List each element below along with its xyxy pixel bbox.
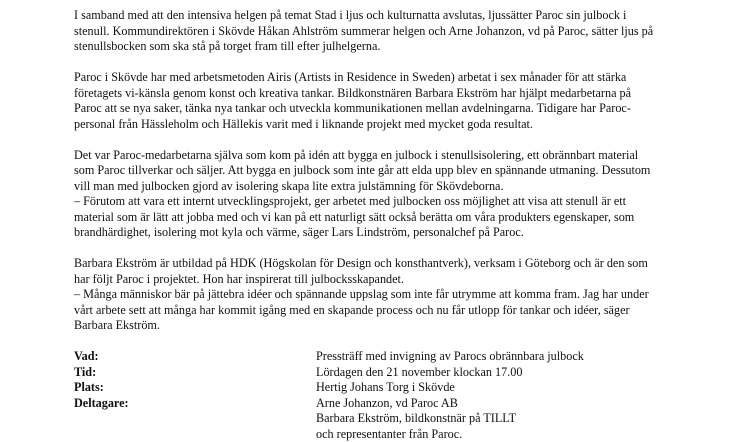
press-release — [74, 8, 674, 442]
paragraph-barbara: Barbara Ekström är utbildad på HDK (Högskolan för Design och konsthantverk), verksam i Göteborg och är den som har följt Paroc i projektet. Hon har inspirerat till julbocksskapandet. – Många människor bär på jättebra idéer och spännande uppslag som inte får utrymme att komma fram. Jag har under vårt arbete sett att många har kommit igång med en skapande process och nu får utlopp för tankar och idéer, säger Barbara Ekström. — [74, 256, 674, 334]
paragraph-idea: Det var Paroc-medarbetarna själva som kom på idén att bygga en julbock i stenullsisolering, ett obrännbart material som Paroc tillverkar och säljer. Att bygga en julbock som inte går att elda upp blev en spännande utmaning. Dessutom vill man med julbocken gjord av isolering skapa lite extra julstämning för Skövdeborna. – Förutom att vara ett internt utvecklingsprojekt, ger arbetet med julbocken oss möjlighet att visa att stenull är ett material som är lätt att jobba med och vi kan på ett naturligt sätt också berätta om våra produkters egenskaper, som brandhärdighet, isolering mot kyla och värme, säger Lars Lindström, personalchef på Paroc. — [74, 148, 674, 241]
paragraph-airis: Paroc i Skövde har med arbetsmetoden Airis (Artists in Residence in Sweden) arbetat i sex månader för att stärka företagets vi-känsla genom konst och kreativa tankar. Bildkonstnären Barbara Ekström har hjälpt medarbetarna på Paroc att se nya saker, tänka nya tankar och utveckla kommunikationen mellan avdelningarna. Tidigare har Paroc- personal från Hässleholm och Hällekis varit med i liknande projekt med mycket goda resultat. — [74, 70, 674, 132]
event-details — [74, 349, 674, 442]
where-label: Plats: — [74, 380, 316, 396]
when-value: Lördagen den 21 november klockan 17.00 — [316, 365, 674, 381]
where-value: Hertig Johans Torg i Skövde — [316, 380, 674, 396]
participants-label: Deltagare: — [74, 396, 316, 442]
what-label: Vad: — [74, 349, 316, 365]
paragraph-intro: I samband med att den intensiva helgen på temat Stad i ljus och kulturnatta avslutas, ljussätter Paroc sin julbock i stenull. Kommundirektören i Skövde Håkan Ahlström summerar helgen och Arne Johanzon, vd på Paroc, sätter ljus på stenullsbocken som ska stå på torget fram till efter julhelgerna. — [74, 8, 674, 55]
what-value: Pressträff med invigning av Parocs obrännbara julbock — [316, 349, 674, 365]
when-label: Tid: — [74, 365, 316, 381]
participants-value: Arne Johanzon, vd Paroc AB Barbara Ekström, bildkonstnär på TILLT och representanter från Paroc. — [316, 396, 674, 442]
